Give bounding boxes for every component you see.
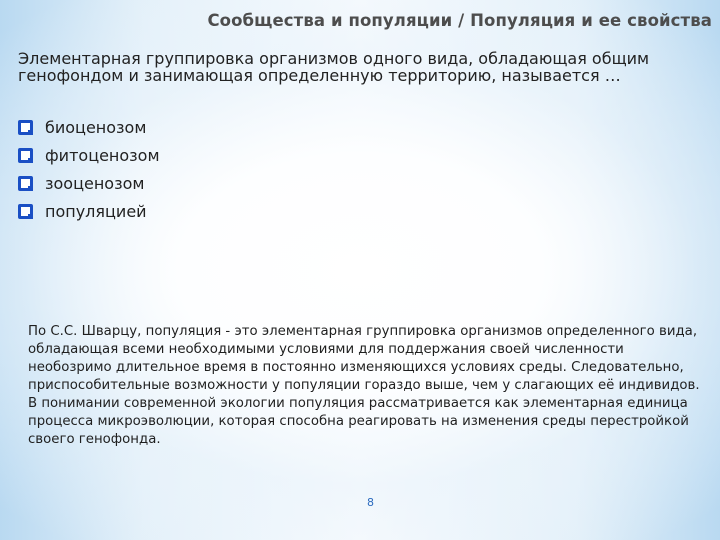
slide-title: Сообщества и популяции / Популяция и ее свойства	[207, 11, 712, 30]
checkbox-icon[interactable]	[18, 148, 33, 163]
answer-option-label: биоценозом	[45, 117, 147, 137]
answer-option-label: фитоценозом	[45, 145, 160, 165]
answer-option-label: зооценозом	[45, 173, 145, 193]
answer-options	[18, 113, 160, 225]
explanation-paragraph: По С.С. Шварцу, популяция - это элементарная группировка организмов определенного вида, обладающая всеми необходимыми условиями для поддержания своей численности необозримо длительное время в постоянно изменяющихся условиях среды. Следовательно, приспособительные возможности у популяции гораздо выше, чем у слагающих её индивидов.	[28, 324, 700, 393]
page-number: 8	[367, 496, 374, 509]
answer-option-3[interactable]	[18, 169, 160, 197]
answer-option-1[interactable]	[18, 113, 160, 141]
checkbox-icon[interactable]	[18, 176, 33, 191]
explanation-text	[28, 323, 708, 449]
checkbox-icon[interactable]	[18, 120, 33, 135]
answer-option-2[interactable]	[18, 141, 160, 169]
answer-option-label: популяцией	[45, 201, 147, 221]
explanation-paragraph: В понимании современной экологии популяция рассматривается как элементарная единица процесса микроэволюции, которая способна реагировать на изменения среды перестройкой своего генофонда.	[28, 396, 689, 447]
answer-option-4[interactable]	[18, 197, 160, 225]
checkbox-icon[interactable]	[18, 204, 33, 219]
question-text: Элементарная группировка организмов одного вида, обладающая общим генофондом и занимающая определенную территорию, называется …	[18, 49, 650, 85]
